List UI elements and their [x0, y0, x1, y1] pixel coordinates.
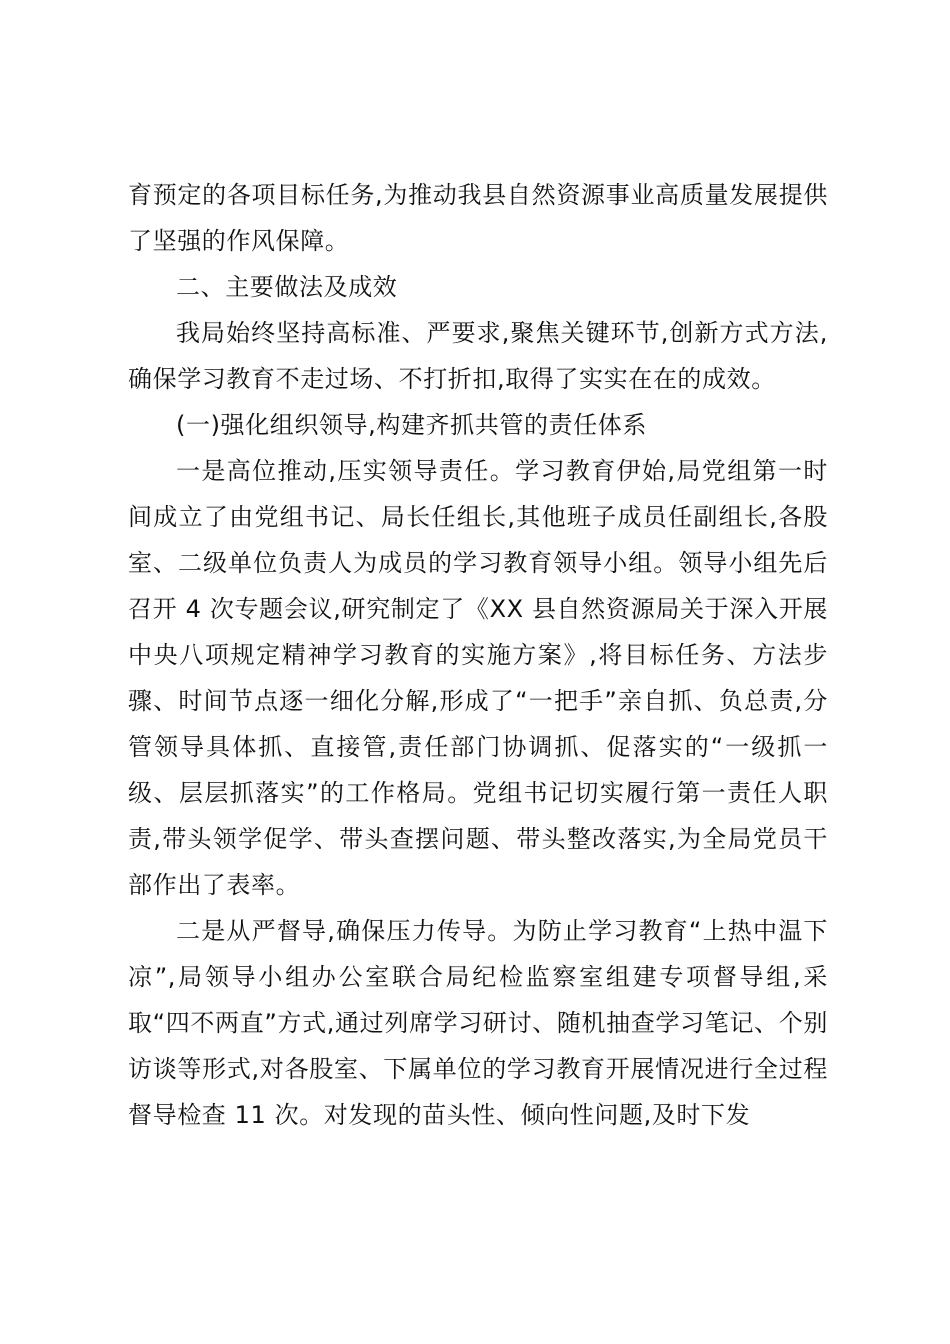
- paragraph-leadership: 一是高位推动,压实领导责任。学习教育伊始,局党组第一时间成立了由党组书记、局长任组长,其他班子成员任副组长,各股室、二级单位负责人为成员的学习教育领导小组。领导小组先后召开 4 次专题会议,研究制定了《XX 县自然资源局关于深入开展中央八项规定精神学习教育的实施方案》,将目标任务、方法步骤、时间节点逐一细化分解,形成了“一把手”亲自抓、负总责,分管领导具体抓、直接管,责任部门协调抓、促落实的“一级抓一级、层层抓落实”的工作格局。党组书记切实履行第一责任人职责,带头领学促学、带头查摆问题、带头整改落实,为全局党员干部作出了表率。: [128, 457, 828, 899]
- paragraph-supervision: 二是从严督导,确保压力传导。为防止学习教育“上热中温下凉”,局领导小组办公室联合局纪检监察室组建专项督导组,采取“四不两直”方式,通过列席学习研讨、随机抽查学习笔记、个别访谈等形式,对各股室、下属单位的学习教育开展情况进行全过程督导检查 11 次。对发现的苗头性、倾向性问题,及时下发: [128, 917, 828, 1129]
- subsection-heading: (一)强化组织领导,构建齐抓共管的责任体系: [176, 411, 647, 439]
- paragraph-continuation: 育预定的各项目标任务,为推动我县自然资源事业高质量发展提供了坚强的作风保障。: [128, 181, 828, 255]
- section-heading: 二、主要做法及成效: [176, 273, 398, 301]
- document-body: [128, 172, 828, 1138]
- paragraph-summary: 我局始终坚持高标准、严要求,聚焦关键环节,创新方式方法,确保学习教育不走过场、不打折扣,取得了实实在在的成效。: [128, 319, 828, 393]
